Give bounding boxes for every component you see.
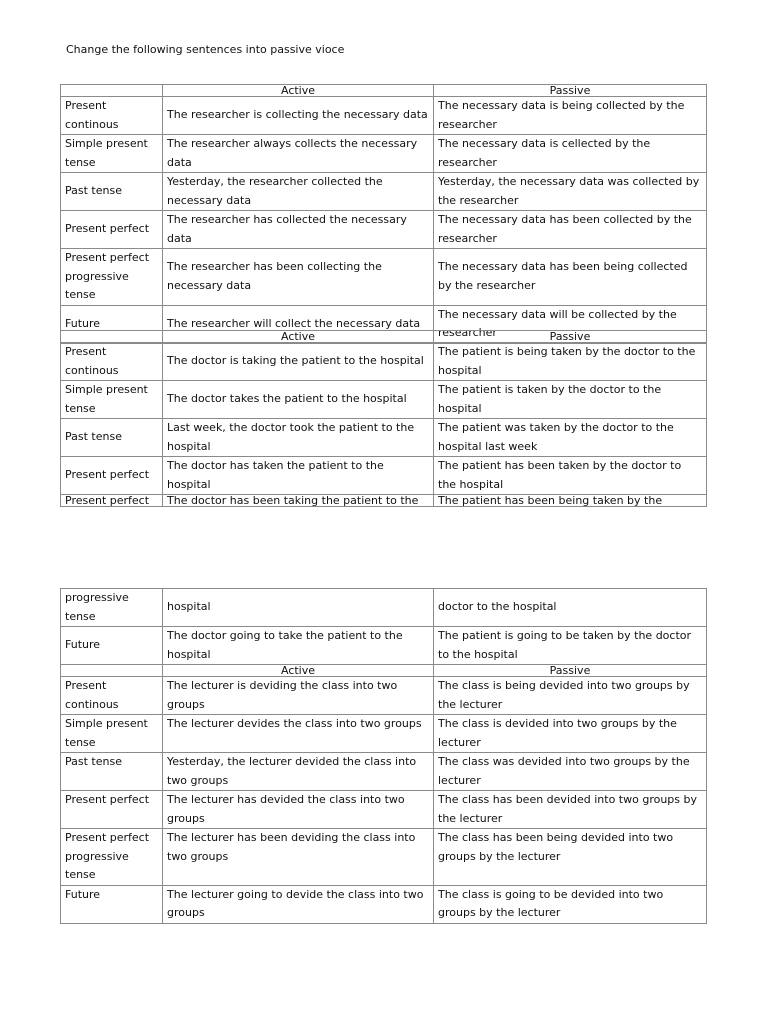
header-row xyxy=(61,331,707,343)
table-row xyxy=(61,211,707,249)
table-row xyxy=(61,495,707,507)
passive-cell: The class is devided into two groups by the lecturer xyxy=(434,715,707,753)
tense-cell: Present perfect progressive tense xyxy=(61,829,163,886)
page-title: Change the following sentences into passive vioce xyxy=(66,43,345,56)
active-cell: The researcher is collecting the necessary data xyxy=(163,97,434,135)
table-row xyxy=(61,627,707,665)
header-active: Active xyxy=(163,665,434,677)
tense-cell: Present perfect xyxy=(61,211,163,249)
table-row xyxy=(61,343,707,381)
table-row xyxy=(61,97,707,135)
header-active: Active xyxy=(163,331,434,343)
tense-cell: Past tense xyxy=(61,419,163,457)
passive-cell: The patient is going to be taken by the doctor to the hospital xyxy=(434,627,707,665)
researcher-table xyxy=(60,84,707,344)
table-row xyxy=(61,173,707,211)
table-row xyxy=(61,715,707,753)
active-cell: The researcher will collect the necessary data xyxy=(163,305,434,343)
header-tense xyxy=(61,665,163,677)
passive-cell: The necessary data has been collected by the researcher xyxy=(434,211,707,249)
tense-cell: Present continous xyxy=(61,677,163,715)
header-row xyxy=(61,85,707,97)
table-row xyxy=(61,419,707,457)
header-row xyxy=(61,665,707,677)
passive-cell: The class has been being devided into two groups by the lecturer xyxy=(434,829,707,886)
tense-cell: Present continous xyxy=(61,343,163,381)
passive-cell: The necessary data is being collected by the researcher xyxy=(434,97,707,135)
tense-cell: Simple present tense xyxy=(61,135,163,173)
active-cell: hospital xyxy=(163,589,434,627)
tense-cell: Present perfect xyxy=(61,495,163,507)
header-tense xyxy=(61,331,163,343)
active-cell: The lecturer devides the class into two groups xyxy=(163,715,434,753)
table-row xyxy=(61,677,707,715)
active-cell: The lecturer going to devide the class into two groups xyxy=(163,885,434,923)
active-cell: The doctor going to take the patient to the hospital xyxy=(163,627,434,665)
doctor-table xyxy=(60,330,707,507)
header-passive: Passive xyxy=(434,665,707,677)
active-cell: The researcher always collects the necessary data xyxy=(163,135,434,173)
passive-cell: The class has been devided into two groups by the lecturer xyxy=(434,791,707,829)
active-cell: The lecturer has devided the class into two groups xyxy=(163,791,434,829)
passive-cell: The patient has been taken by the doctor to the hospital xyxy=(434,457,707,495)
tense-cell: Past tense xyxy=(61,173,163,211)
passive-cell: doctor to the hospital xyxy=(434,589,707,627)
passive-cell: The necessary data will be collected by the researcher xyxy=(434,305,707,343)
tense-cell: Present continous xyxy=(61,97,163,135)
tense-cell: Simple present tense xyxy=(61,381,163,419)
tense-cell: Future xyxy=(61,627,163,665)
passive-cell: The class was devided into two groups by the lecturer xyxy=(434,753,707,791)
table-row xyxy=(61,457,707,495)
active-cell: The lecturer has been deviding the class into two groups xyxy=(163,829,434,886)
active-cell: Last week, the doctor took the patient to the hospital xyxy=(163,419,434,457)
active-cell: The doctor is taking the patient to the hospital xyxy=(163,343,434,381)
passive-cell: The necessary data has been being collected by the researcher xyxy=(434,249,707,306)
active-cell: The researcher has been collecting the necessary data xyxy=(163,249,434,306)
tense-cell: Simple present tense xyxy=(61,715,163,753)
tense-cell: Future xyxy=(61,885,163,923)
active-cell: The doctor has been taking the patient to the xyxy=(163,495,434,507)
table-row xyxy=(61,381,707,419)
active-cell: The lecturer is deviding the class into two groups xyxy=(163,677,434,715)
passive-cell: The patient is being taken by the doctor to the hospital xyxy=(434,343,707,381)
table-row xyxy=(61,829,707,886)
active-cell: The researcher has collected the necessary data xyxy=(163,211,434,249)
tense-cell: Present perfect progressive tense xyxy=(61,249,163,306)
active-cell: Yesterday, the lecturer devided the class into two groups xyxy=(163,753,434,791)
table-row xyxy=(61,135,707,173)
header-tense xyxy=(61,85,163,97)
tense-cell: Present perfect xyxy=(61,457,163,495)
passive-cell: The patient has been being taken by the xyxy=(434,495,707,507)
table-row xyxy=(61,753,707,791)
active-cell: The doctor takes the patient to the hospital xyxy=(163,381,434,419)
passive-cell: The class is going to be devided into two groups by the lecturer xyxy=(434,885,707,923)
table-row xyxy=(61,249,707,306)
tense-cell: Future xyxy=(61,305,163,343)
tense-cell: Past tense xyxy=(61,753,163,791)
active-cell: The doctor has taken the patient to the hospital xyxy=(163,457,434,495)
tense-cell: progressive tense xyxy=(61,589,163,627)
passive-cell: Yesterday, the necessary data was collected by the researcher xyxy=(434,173,707,211)
table-row xyxy=(61,589,707,627)
header-passive: Passive xyxy=(434,85,707,97)
tense-cell: Present perfect xyxy=(61,791,163,829)
lecturer-table xyxy=(60,588,707,924)
header-passive: Passive xyxy=(434,331,707,343)
passive-cell: The class is being devided into two groups by the lecturer xyxy=(434,677,707,715)
passive-cell: The necessary data is cellected by the researcher xyxy=(434,135,707,173)
header-active: Active xyxy=(163,85,434,97)
passive-cell: The patient was taken by the doctor to the hospital last week xyxy=(434,419,707,457)
table-row xyxy=(61,885,707,923)
active-cell: Yesterday, the researcher collected the necessary data xyxy=(163,173,434,211)
table-row xyxy=(61,791,707,829)
passive-cell: The patient is taken by the doctor to the hospital xyxy=(434,381,707,419)
